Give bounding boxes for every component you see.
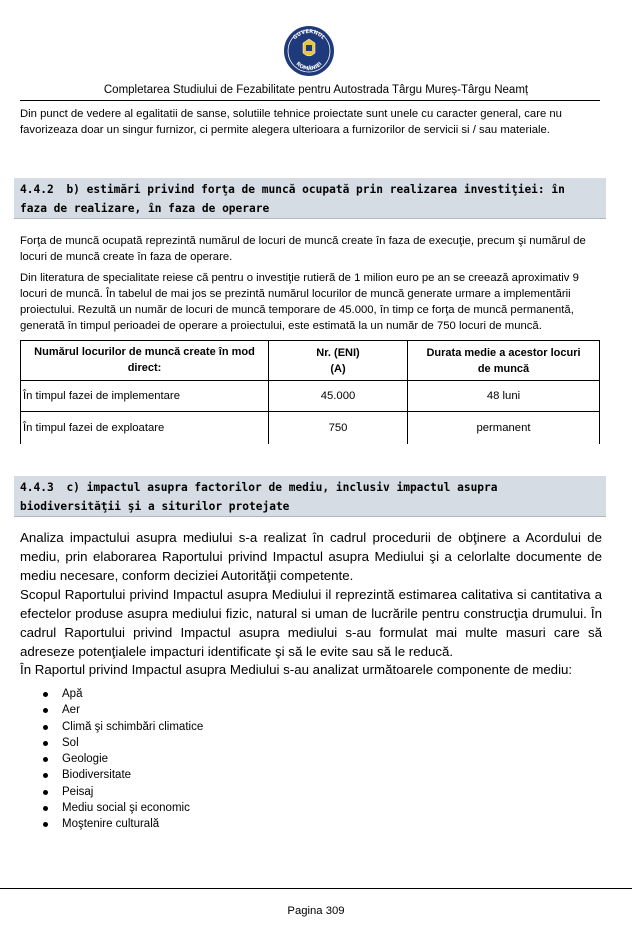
- section-number: 4.4.3: [20, 481, 54, 494]
- section-443-paragraph-3: În Raportul privind Impactul asupra Mediului s-au analizat următoarele componente de mediu:: [20, 662, 573, 677]
- section-title: c) impactul asupra factorilor de mediu, inclusiv impactul asupra biodiversităţii şi a siturilor protejate: [20, 481, 498, 513]
- table-cell: În timpul fazei de implementare: [21, 381, 269, 412]
- table-header-cell: Durata medie a acestor locuri de muncă: [408, 341, 600, 381]
- svg-text:ROMÂNIEI: ROMÂNIEI: [294, 61, 324, 73]
- bullet-icon: [43, 692, 48, 697]
- section-443-heading: [14, 476, 606, 517]
- table-cell: permanent: [408, 412, 600, 444]
- list-item: Mediu social şi economic: [20, 800, 203, 816]
- footer-divider: [0, 888, 632, 889]
- svg-text:GUVERNUL: GUVERNUL: [292, 28, 326, 42]
- intro-paragraph: Din punct de vedere al egalitatii de sanse, solutiile tehnice proiectate sunt unele cu caracter general, care nu favorizeaza doar un singur furnizor, ci permite alegera ulterioara a furnizorilor de servicii si / sau materiale.: [20, 108, 562, 136]
- bullet-icon: [43, 725, 48, 730]
- table-cell: 48 luni: [408, 381, 600, 412]
- list-item: Moştenire culturală: [20, 816, 203, 832]
- bullet-icon: [43, 757, 48, 762]
- list-item: Climă şi schimbări climatice: [20, 719, 203, 735]
- list-item: Geologie: [20, 751, 203, 767]
- table-header-cell: Nr. (ENI) (A): [269, 341, 408, 381]
- government-logo: [283, 25, 335, 77]
- bullet-icon: [43, 773, 48, 778]
- section-442-paragraph-1: Forţa de muncă ocupată reprezintă numărul de locuri de muncă create în faza de execuţie, precum şi numărul de locuri de muncă create în faza de operare.: [20, 235, 586, 263]
- list-item: Sol: [20, 735, 203, 751]
- environment-components-list: [20, 686, 203, 833]
- section-442-paragraph-2: Din literatura de specialitate reiese că pentru o investiţie rutieră de 1 milion euro pe an se creează aproximativ 9 locuri de muncă. În tabelul de mai jos se prezintă numărul locurilor de muncă generate urmare a implementării proiectului. Rezultă un număr de locuri de muncă temporare de 45.000, în timp ce forţa de muncă permanentă, generată în timpul perioadei de operare a proiectului, este estimată la un număr de 750 locuri de muncă.: [20, 272, 579, 332]
- table-row: [21, 381, 600, 412]
- bullet-icon: [43, 741, 48, 746]
- header-divider: [20, 100, 600, 101]
- bullet-icon: [43, 806, 48, 811]
- bullet-icon: [43, 790, 48, 795]
- section-title: b) estimări privind forţa de muncă ocupată prin realizarea investiţiei: în faza de realizare, în faza de operare: [20, 183, 565, 215]
- jobs-table: [20, 340, 600, 444]
- table-row: [21, 412, 600, 444]
- section-443-paragraph-2: Scopul Raportului privind Impactul asupra Mediului il reprezintă estimarea calitativa si cantitativa a efectelor produse asupra mediului fizic, natural si uman de lucrările pentru construcţia drumului. În cadrul Raportului privind Impactul asupra mediului s-au formulat mai multe masuri care să adreseze potenţialele impacturi identificate şi să le evite sau să le reducă.: [20, 587, 602, 659]
- table-cell: 45.000: [269, 381, 408, 412]
- section-443-paragraph-1: Analiza impactului asupra mediului s-a realizat în cadrul procedurii de obţinere a Acordului de mediu, prin elaborarea Raportului privind Impactul asupra Mediului şi a celorlalte documente de mediu necesare, conform deciziei Autorităţii competente.: [20, 530, 602, 583]
- bullet-icon: [43, 822, 48, 827]
- section-number: 4.4.2: [20, 183, 54, 196]
- table-cell: 750: [269, 412, 408, 444]
- document-title: Completarea Studiului de Fezabilitate pentru Autostrada Târgu Mureș-Târgu Neamț: [103, 84, 529, 96]
- list-item: Apă: [20, 686, 203, 702]
- list-item: Peisaj: [20, 784, 203, 800]
- page-number: Pagina 309: [287, 905, 345, 917]
- section-442-heading: [14, 178, 606, 219]
- table-header-cell: Numărul locurilor de muncă create în mod direct:: [21, 341, 269, 381]
- list-item: Aer: [20, 702, 203, 718]
- list-item: Biodiversitate: [20, 767, 203, 783]
- table-header-row: [21, 341, 600, 381]
- table-cell: În timpul fazei de exploatare: [21, 412, 269, 444]
- bullet-icon: [43, 708, 48, 713]
